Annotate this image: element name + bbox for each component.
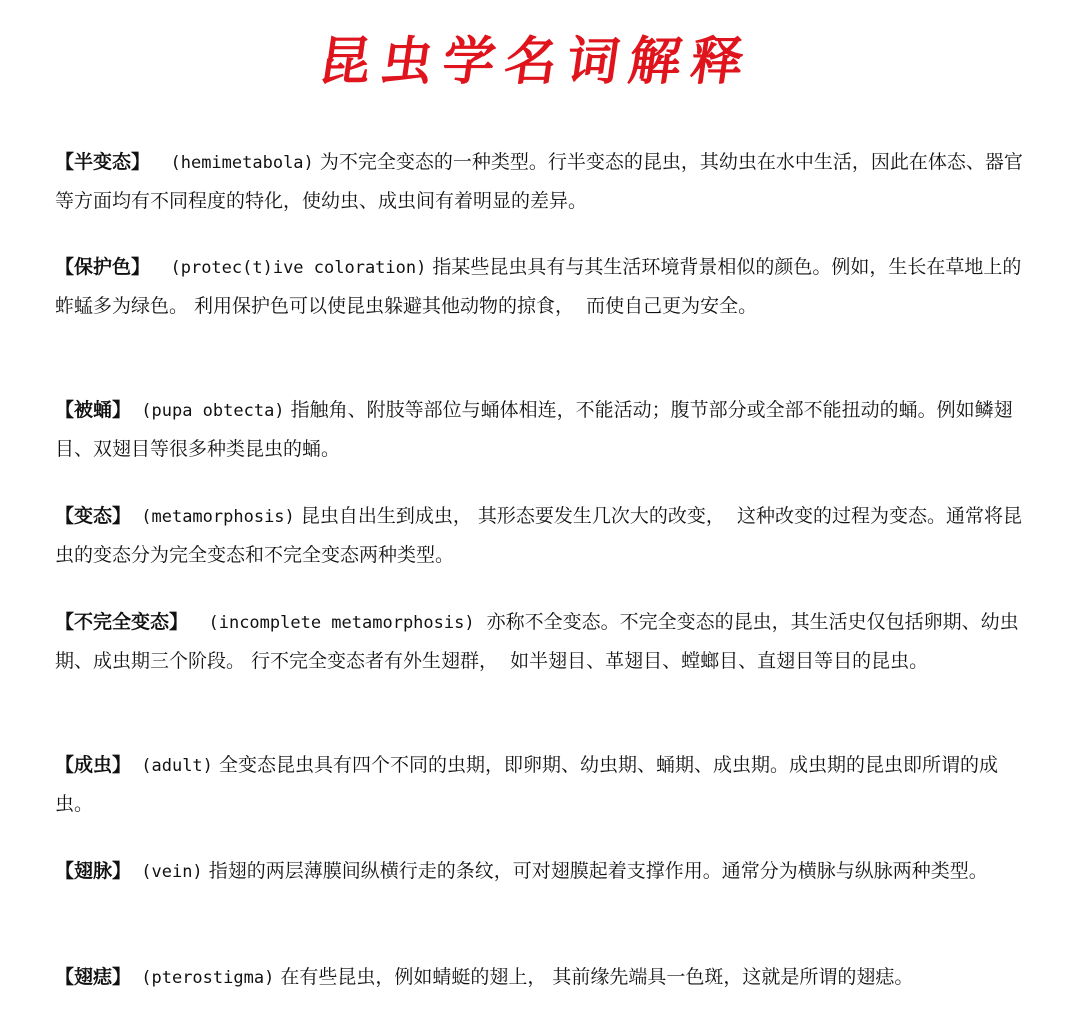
entry-definition: 指翅的两层薄膜间纵横行走的条纹，可对翅膜起着支撑作用。通常分为横脉与纵脉两种类型。 xyxy=(202,860,988,882)
entry-english-term: (incomplete metamorphosis) xyxy=(188,613,475,633)
entry-english-term: (pterostigma) xyxy=(131,968,275,988)
entry-definition: 指触角、附肢等部位与蛹体相连，不能活动；腹节部分或全部不能扭动的蛹。例如鳞翅目、双翅目等很多种类昆虫的蛹。 xyxy=(55,399,1013,460)
entry-term: 【翅脉】 xyxy=(55,860,132,882)
entry-definition: 亦称不全变态。不完全变态的昆虫，其生活史仅包括卵期、幼虫期、成虫期三个阶段。 行不完全变态者有外生翅群， 如半翅目、革翅目、螳螂目、直翅目等目的昆虫。 xyxy=(55,611,1019,672)
glossary-entry xyxy=(55,143,1030,220)
entry-term: 【翅痣】 xyxy=(55,966,132,988)
entry-term: 【不完全变态】 xyxy=(55,611,189,633)
entry-term: 【半变态】 xyxy=(55,151,151,173)
glossary-entry xyxy=(55,746,1030,823)
entry-term: 【保护色】 xyxy=(55,256,151,278)
glossary-entry xyxy=(55,852,1030,891)
entry-english-term: (hemimetabola) xyxy=(150,153,314,173)
entry-definition: 昆虫自出生到成虫， 其形态要发生几次大的改变， 这种改变的过程为变态。通常将昆虫的变态分为完全变态和不完全变态两种类型。 xyxy=(55,505,1022,566)
glossary-entry xyxy=(55,958,1030,997)
entry-definition: 全变态昆虫具有四个不同的虫期，即卵期、幼虫期、蛹期、成虫期。成虫期的昆虫即所谓的成虫。 xyxy=(55,754,998,815)
entry-english-term: (metamorphosis) xyxy=(131,507,295,527)
entry-term: 【被蛹】 xyxy=(55,399,132,421)
glossary-entry xyxy=(55,391,1030,468)
entry-term: 【成虫】 xyxy=(55,754,132,776)
glossary-entry xyxy=(55,248,1030,325)
entry-english-term: (adult) xyxy=(131,756,213,776)
entry-english-term: (protec(t)ive coloration) xyxy=(150,258,427,278)
glossary-entry xyxy=(55,497,1030,574)
entry-english-term: (vein) xyxy=(131,862,203,882)
glossary-entry xyxy=(55,603,1030,680)
entry-definition: 指某些昆虫具有与其生活环境背景相似的颜色。例如，生长在草地上的蚱蜢多为绿色。 利用保护色可以使昆虫躲避其他动物的掠食， 而使自己更为安全。 xyxy=(55,256,1022,317)
entry-definition: 在有些昆虫，例如蜻蜓的翅上， 其前缘先端具一色斑，这就是所谓的翅痣。 xyxy=(274,966,914,988)
entry-definition: 为不完全变态的一种类型。行半变态的昆虫，其幼虫在水中生活，因此在体态、器官等方面均有不同程度的特化，使幼虫、成虫间有着明显的差异。 xyxy=(55,151,1023,212)
entry-term: 【变态】 xyxy=(55,505,132,527)
page-title: 昆虫学名词解释 xyxy=(314,31,758,92)
entry-english-term: (pupa obtecta) xyxy=(131,401,285,421)
